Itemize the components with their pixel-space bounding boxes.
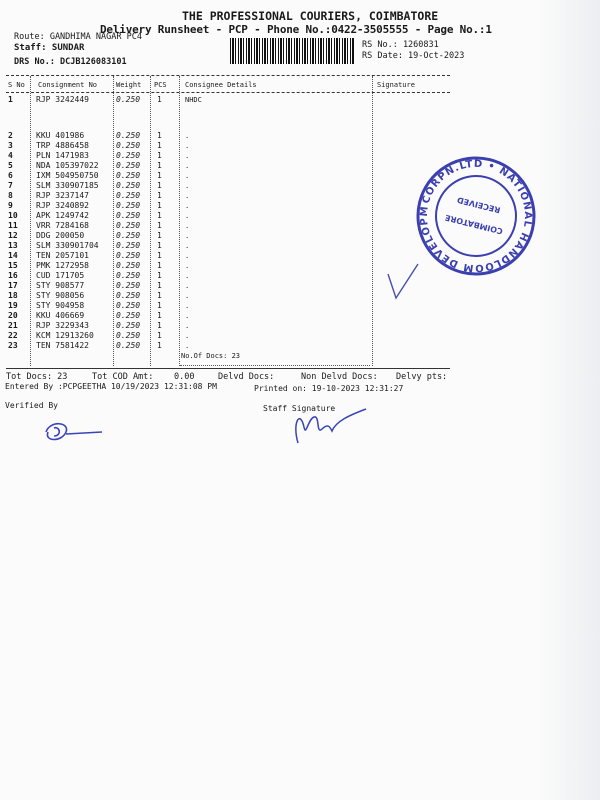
row-consignment-no: NDA 105397022 xyxy=(36,161,99,170)
table-row xyxy=(0,311,200,321)
row-sno: 15 xyxy=(8,261,18,270)
table-row xyxy=(0,95,200,105)
row-pcs: 1 xyxy=(157,151,162,160)
row-pcs: 1 xyxy=(157,331,162,340)
row-consignment-no: SLM 330907185 xyxy=(36,181,99,190)
row-pcs: 1 xyxy=(157,241,162,250)
row-weight: 0.250 xyxy=(116,281,141,290)
row-consignee: . xyxy=(185,162,190,170)
printed-on: Printed on: 19-10-2023 12:31:27 xyxy=(254,384,404,393)
row-weight: 0.250 xyxy=(116,171,141,180)
row-consignment-no: DDG 200050 xyxy=(36,231,85,240)
receipt-stamp-image xyxy=(410,150,550,280)
row-consignment-no: STY 908056 xyxy=(36,291,85,300)
row-weight: 0.250 xyxy=(116,191,141,200)
tot-cod-value: 0.00 xyxy=(174,372,195,382)
row-weight: 0.250 xyxy=(116,301,141,310)
row-consignee: . xyxy=(185,142,190,150)
table-row xyxy=(0,241,200,251)
entered-by: Entered By :PCPGEETHA 10/19/2023 12:31:08 PM xyxy=(5,382,217,391)
row-consignee: . xyxy=(185,272,190,280)
row-pcs: 1 xyxy=(157,161,162,170)
row-consignment-no: STY 908577 xyxy=(36,281,85,290)
row-consignment-no: KKU 406669 xyxy=(36,311,85,320)
row-pcs: 1 xyxy=(157,201,162,210)
verified-by: Verified By xyxy=(5,401,58,410)
table-row xyxy=(0,161,200,171)
table-row xyxy=(0,341,200,351)
row-consignee: . xyxy=(185,222,190,230)
header-bottom-rule xyxy=(6,92,450,93)
tot-cod-label: Tot COD Amt: xyxy=(92,372,154,382)
row-pcs: 1 xyxy=(157,221,162,230)
row-consignment-no: APK 1249742 xyxy=(36,211,89,220)
row-consignment-no: STY 904958 xyxy=(36,301,85,310)
row-pcs: 1 xyxy=(157,95,162,104)
table-row xyxy=(0,171,200,181)
rs-date: RS Date: 19-Oct-2023 xyxy=(362,51,465,61)
row-pcs: 1 xyxy=(157,141,162,150)
table-row xyxy=(0,301,200,311)
row-pcs: 1 xyxy=(157,131,162,140)
row-pcs: 1 xyxy=(157,211,162,220)
row-consignee: . xyxy=(185,302,190,310)
row-pcs: 1 xyxy=(157,281,162,290)
col-header-sno: S No xyxy=(8,81,25,89)
row-weight: 0.250 xyxy=(116,131,141,140)
row-consignee: . xyxy=(185,262,190,270)
row-sno: 21 xyxy=(8,321,18,330)
row-weight: 0.250 xyxy=(116,221,141,230)
table-row xyxy=(0,271,200,281)
row-sno: 3 xyxy=(8,141,13,150)
row-consignee: . xyxy=(185,172,190,180)
row-pcs: 1 xyxy=(157,181,162,190)
row-weight: 0.250 xyxy=(116,151,141,160)
tot-docs: Tot Docs: 23 xyxy=(6,372,68,382)
row-sno: 19 xyxy=(8,301,18,310)
row-sno: 12 xyxy=(8,231,18,240)
row-consignee: . xyxy=(185,152,190,160)
row-weight: 0.250 xyxy=(116,181,141,190)
runsheet-title: Delivery Runsheet - PCP - Phone No.:0422-3505555 - Page No.:1 xyxy=(100,23,492,36)
row-pcs: 1 xyxy=(157,321,162,330)
table-row xyxy=(0,231,200,241)
row-pcs: 1 xyxy=(157,341,162,350)
row-sno: 16 xyxy=(8,271,18,280)
company-name: THE PROFESSIONAL COURIERS, COIMBATORE xyxy=(182,9,439,23)
row-pcs: 1 xyxy=(157,301,162,310)
row-consignee: . xyxy=(185,192,190,200)
table-row xyxy=(0,281,200,291)
row-weight: 0.250 xyxy=(116,241,141,250)
delvd-docs: Delvd Docs: xyxy=(218,372,275,382)
delvy-pts: Delvy pts: xyxy=(396,372,448,382)
row-consignment-no: IXM 504950750 xyxy=(36,171,99,180)
row-consignment-no: VRR 7284168 xyxy=(36,221,89,230)
non-delvd-docs: Non Delvd Docs: xyxy=(301,372,378,382)
row-pcs: 1 xyxy=(157,191,162,200)
svg-text:COIMBATORE: COIMBATORE xyxy=(444,212,504,236)
table-row xyxy=(0,331,200,341)
row-weight: 0.250 xyxy=(116,211,141,220)
footer-rule xyxy=(6,368,450,369)
no-of-docs: No.Of Docs: 23 xyxy=(181,352,241,360)
drs-number: DRS No.: DCJB126083101 xyxy=(14,57,127,67)
row-consignee: . xyxy=(185,242,190,250)
row-sno: 20 xyxy=(8,311,18,320)
row-sno: 7 xyxy=(8,181,13,190)
row-consignee: . xyxy=(185,182,190,190)
row-consignee: . xyxy=(185,342,190,350)
route-label: Route: GANDHIMA NAGAR PC4 xyxy=(14,32,142,42)
row-consignment-no: RJP 3242449 xyxy=(36,95,89,104)
svg-text:RECEIVED: RECEIVED xyxy=(456,195,502,215)
row-sno: 13 xyxy=(8,241,18,250)
table-row xyxy=(0,291,200,301)
row-sno: 1 xyxy=(8,95,13,104)
rs-number: RS No.: 1260831 xyxy=(362,40,439,50)
row-weight: 0.250 xyxy=(116,271,141,280)
row-sno: 14 xyxy=(8,251,18,260)
table-row xyxy=(0,201,200,211)
row-sno: 11 xyxy=(8,221,18,230)
row-weight: 0.250 xyxy=(116,291,141,300)
table-row xyxy=(0,141,200,151)
row-sno: 4 xyxy=(8,151,13,160)
row-weight: 0.250 xyxy=(116,331,141,340)
row-weight: 0.250 xyxy=(116,201,141,210)
col-header-weight: Weight xyxy=(116,81,142,89)
verifier-signature-image xyxy=(40,418,110,448)
staff-signature-label: Staff Signature xyxy=(263,404,336,413)
row-consignee: . xyxy=(185,212,190,220)
row-consignee: . xyxy=(185,202,190,210)
row-sno: 2 xyxy=(8,131,13,140)
row-pcs: 1 xyxy=(157,291,162,300)
nodocs-rule xyxy=(180,365,370,366)
row-consignment-no: KKU 401986 xyxy=(36,131,85,140)
row-weight: 0.250 xyxy=(116,95,141,104)
table-row xyxy=(0,321,200,331)
row-weight: 0.250 xyxy=(116,161,141,170)
row-consignment-no: TRP 4886458 xyxy=(36,141,89,150)
row-consignee: . xyxy=(185,282,190,290)
row-consignee: . xyxy=(185,252,190,260)
row-consignment-no: TEN 7581422 xyxy=(36,341,89,350)
table-row xyxy=(0,251,200,261)
staff-label: Staff: SUNDAR xyxy=(14,43,85,53)
col-header-consignee: Consignee Details xyxy=(185,81,257,89)
row-pcs: 1 xyxy=(157,231,162,240)
row-sno: 5 xyxy=(8,161,13,170)
row-weight: 0.250 xyxy=(116,141,141,150)
row-pcs: 1 xyxy=(157,251,162,260)
row-sno: 10 xyxy=(8,211,18,220)
table-row xyxy=(0,261,200,271)
table-row xyxy=(0,131,200,141)
row-pcs: 1 xyxy=(157,171,162,180)
row-consignment-no: RJP 3229343 xyxy=(36,321,89,330)
table-row xyxy=(0,211,200,221)
table-row xyxy=(0,181,200,191)
row-sno: 23 xyxy=(8,341,18,350)
row-weight: 0.250 xyxy=(116,311,141,320)
row-consignment-no: SLM 330901704 xyxy=(36,241,99,250)
row-consignment-no: RJP 3240892 xyxy=(36,201,89,210)
row-weight: 0.250 xyxy=(116,321,141,330)
row-consignee: . xyxy=(185,312,190,320)
row-consignment-no: RJP 3237147 xyxy=(36,191,89,200)
header-top-rule xyxy=(6,75,450,76)
row-consignee: . xyxy=(185,132,190,140)
row-sno: 6 xyxy=(8,171,13,180)
row-sno: 18 xyxy=(8,291,18,300)
col-header-signature: Signature xyxy=(377,81,415,89)
table-row xyxy=(0,221,200,231)
row-pcs: 1 xyxy=(157,271,162,280)
svg-text:CORPN.LTD • NATIONAL HANDLOOM: CORPN.LTD • NATIONAL HANDLOOM DEVELOPMENT xyxy=(418,158,534,274)
row-weight: 0.250 xyxy=(116,261,141,270)
row-pcs: 1 xyxy=(157,261,162,270)
row-sno: 17 xyxy=(8,281,18,290)
row-consignee: . xyxy=(185,232,190,240)
col-header-pcs: PCS xyxy=(154,81,167,89)
row-sno: 22 xyxy=(8,331,18,340)
staff-signature-image xyxy=(290,405,370,447)
row-consignment-no: CUD 171705 xyxy=(36,271,85,280)
row-weight: 0.250 xyxy=(116,231,141,240)
row-consignment-no: PLN 1471983 xyxy=(36,151,89,160)
row-consignee: . xyxy=(185,332,190,340)
row-pcs: 1 xyxy=(157,311,162,320)
row-sno: 9 xyxy=(8,201,13,210)
row-sno: 8 xyxy=(8,191,13,200)
col-header-consignment: Consignment No xyxy=(38,81,98,89)
table-row xyxy=(0,151,200,161)
page-edge-shadow xyxy=(538,0,600,800)
row-consignee: . xyxy=(185,292,190,300)
row-consignment-no: TEN 2057101 xyxy=(36,251,89,260)
row-consignment-no: KCM 12913260 xyxy=(36,331,94,340)
column-divider xyxy=(372,76,373,366)
row-weight: 0.250 xyxy=(116,341,141,350)
row-consignee: . xyxy=(185,322,190,330)
row-consignee: NHDC xyxy=(185,96,202,104)
row-consignment-no: PMK 1272958 xyxy=(36,261,89,270)
barcode-image xyxy=(230,38,354,64)
table-row xyxy=(0,191,200,201)
row-weight: 0.250 xyxy=(116,251,141,260)
tick-mark-image xyxy=(384,262,424,307)
